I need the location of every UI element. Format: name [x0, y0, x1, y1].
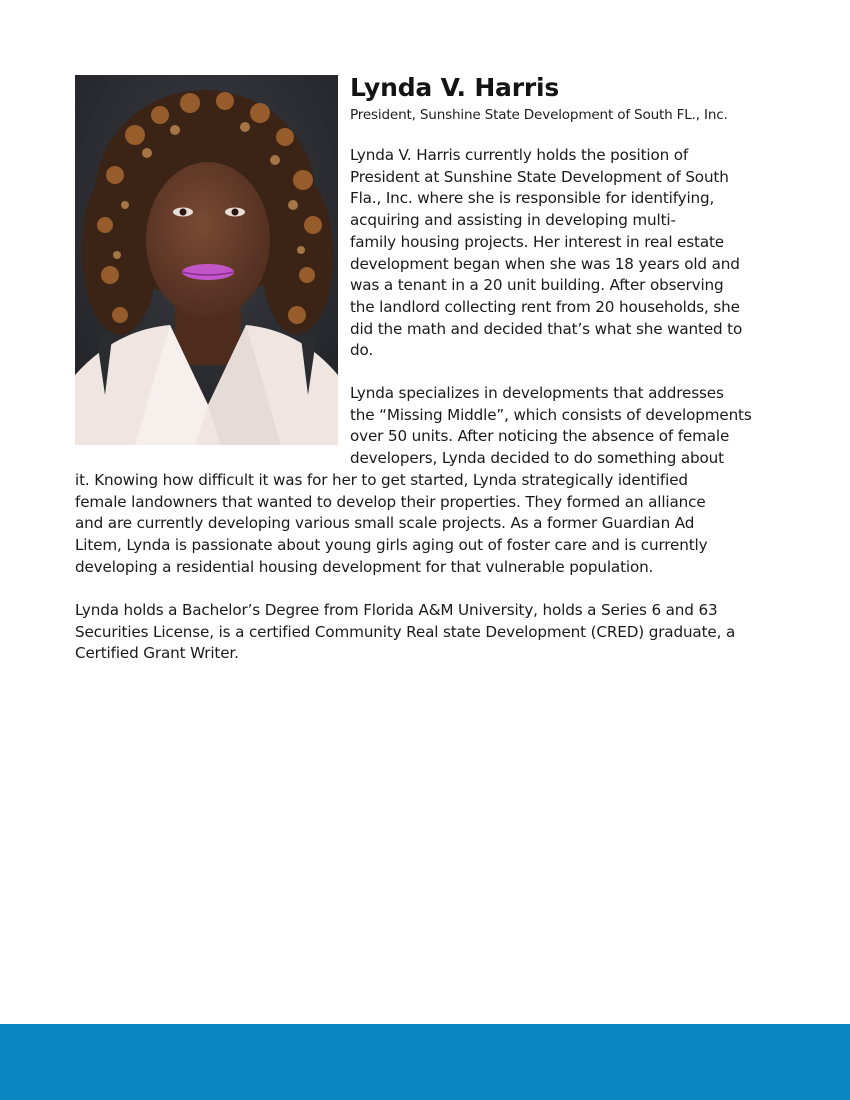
bio-line: Lynda holds a Bachelor’s Degree from Florida A&M University, holds a Series 6 and 63: [75, 601, 718, 619]
bio-paragraph-2-full: [75, 470, 785, 579]
bio-line: do.: [350, 341, 374, 360]
portrait-photo: [75, 75, 338, 445]
bio-line: over 50 units. After noticing the absence of female: [350, 427, 730, 446]
bio-line: was a tenant in a 20 unit building. After observing: [350, 276, 724, 295]
bio-paragraph-2-wrapped: [350, 383, 778, 470]
bio-line: did the math and decided that’s what she wanted to: [350, 319, 743, 338]
bio-line: the “Missing Middle”, which consists of developments: [350, 405, 752, 424]
bio-line: family housing projects. Her interest in real estate: [350, 232, 724, 251]
bio-line: female landowners that wanted to develop their properties. They formed an alliance: [75, 492, 706, 511]
profile-title: President, Sunshine State Development of South FL., Inc.: [350, 107, 728, 123]
bio-line: President at Sunshine State Development of South: [350, 167, 729, 186]
bio-line: Lynda V. Harris currently holds the position of: [350, 146, 689, 164]
bio-line: and are currently developing various small scale projects. As a former Guardian Ad: [75, 514, 695, 533]
bio-line: Fla., Inc. where she is responsible for identifying,: [350, 189, 715, 208]
bio-line: Litem, Lynda is passionate about young girls aging out of foster care and is currently: [75, 536, 708, 555]
bio-line: developers, Lynda decided to do something about: [350, 449, 724, 468]
bio-line: Certified Grant Writer.: [75, 644, 239, 663]
bio-line: the landlord collecting rent from 20 households, she: [350, 297, 740, 316]
bio-line: Lynda specializes in developments that addresses: [350, 384, 724, 402]
bio-line: developing a residential housing development for that vulnerable population.: [75, 557, 654, 576]
bio-line: acquiring and assisting in developing multi-: [350, 211, 676, 230]
bio-line: development began when she was 18 years old and: [350, 254, 740, 273]
footer-color-band: [0, 1024, 850, 1100]
bio-paragraph-3: [75, 600, 785, 665]
bio-line: it. Knowing how difficult it was for her to get started, Lynda strategically identified: [75, 471, 688, 489]
bio-line: Securities License, is a certified Community Real state Development (CRED) graduate, a: [75, 622, 736, 641]
bio-paragraph-1: [350, 145, 778, 362]
profile-name: Lynda V. Harris: [350, 73, 560, 102]
